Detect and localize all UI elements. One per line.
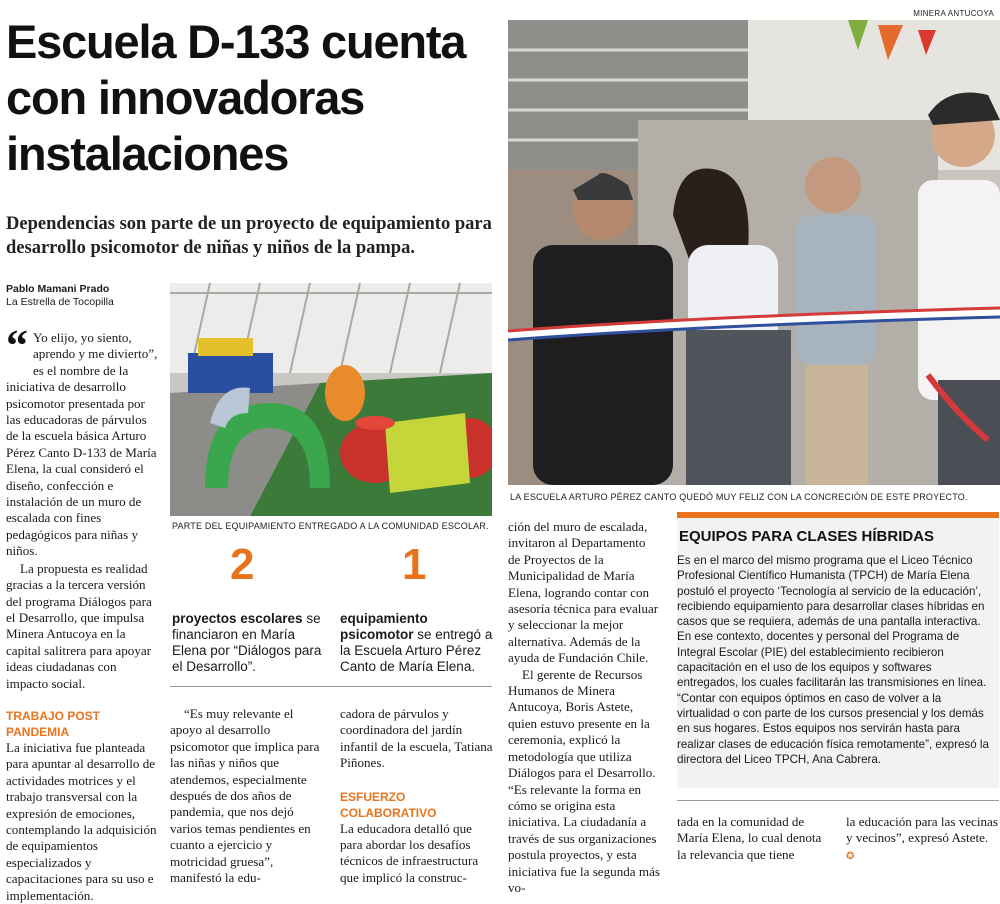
sidebar-box — [677, 512, 999, 788]
ribbon-photo-caption: LA ESCUELA ARTURO PÉREZ CANTO QUEDÓ MUY FELIZ CON LA CONCRECIÓN DE ESTE PROYECTO. — [510, 492, 968, 502]
column-5 — [677, 814, 831, 863]
column-3 — [340, 706, 494, 886]
quote-mark: “ — [6, 321, 28, 370]
paragraph: La educadora detalló que para abordar los desafíos técnicos de infraestructura que implicó la construc- — [340, 820, 479, 885]
ribbon-cutting-image — [508, 20, 1000, 485]
equipment-photo-caption: PARTE DEL EQUIPAMIENTO ENTREGADO A LA COMUNIDAD ESCOLAR. — [172, 521, 489, 531]
paragraph: Es en el marco del mismo programa que el Liceo Técnico Profesional Científico Humanista (TPCH) de María Elena postuló el proyecto ‘Tecnología al servicio de la educación’, recibiendo equipamiento para desarrollar clases híbridas en casos que se requiera, además de una pantalla interactiva. En ese contexto, docentes y personal del Programa de Integral Escolar (PIE) del establecimiento recibieron capacitación en el uso de los equipos y softwares entregados, los cuales facilitarán las transmisiones en línea. — [677, 554, 987, 690]
stat-text: equipamiento psicomotor se entregó a la Escuela Arturo Pérez Canto de María Elena. — [340, 611, 493, 674]
paragraph: La iniciativa fue planteada para apuntar al desarrollo de actividades motrices y el trabajo transversal con la expresión de emociones, contemplando la adquisición de equipamientos especializados y capacitaciones para su uso e implementación. — [6, 739, 157, 903]
photo-credit: MINERA ANTUCOYA — [913, 9, 994, 18]
sidebar-accent-bar — [677, 512, 999, 518]
column-1 — [6, 321, 158, 904]
column-6 — [846, 814, 998, 865]
ribbon-cutting-photo — [508, 20, 1000, 485]
paragraph: tada en la comunidad de María Elena, lo cual denota la relevancia que tiene — [677, 814, 822, 862]
intro-text: Yo elijo, yo siento, aprendo y me divierto”, es el nombre de la iniciativa de desarrollo psicomotor presentada por las educadoras de párvulos de la escuela básica Arturo Pérez Canto D-133 de María Elena, la cual consideró el diseño, confección e instalación de un muro de escalada con fines pedagógicos para niñas y niños. — [6, 330, 158, 559]
divider — [677, 800, 999, 801]
paragraph: cadora de párvulos y coordinadora del jardín infantil de la escuela, Tatiana Piñones. — [340, 706, 493, 771]
stat-number: 1 — [402, 540, 427, 589]
divider — [170, 686, 492, 687]
column-4 — [508, 519, 660, 896]
paragraph: ción del muro de escalada, invitaron al Departamento de Proyectos de la Municipalidad de María Elena, logrando contar con asesoría técnica para evaluar y seleccionar la mejor alternativa. Además de la ayuda de Fundación Chile. — [508, 519, 659, 666]
paragraph: “Es muy relevante el apoyo al desarrollo psicomotor que implica para las niñas y niños que atendemos, especialmente después de dos años de pandemia, que nos dejó varios temas pendientes en cuanto a ejercicio y motricidad gruesa”, manifestó la edu- — [170, 706, 320, 886]
equipment-photo-image — [170, 283, 492, 516]
paragraph: El gerente de Recursos Humanos de Minera Antucoya, Boris Astete, quien estuvo presente en la ceremonia, explicó la metodología que utiliza Diálogos para el Desarrollo. “Es relevante la forma en cómo se origina esta iniciativa. La ciudadanía a través de sus organizaciones postula proyectos, y esta iniciativa fue la segunda más vo- — [508, 666, 660, 895]
paragraph: “Contar con equipos óptimos en caso de volver a la virtualidad o con parte de los cursos presencial y los demás en sus hogares. Estos equipos nos servirán hasta para realizar clases de educación física remotamente”, expresó la directora del Liceo TPCH, Ana Cabrera. — [677, 691, 989, 766]
section-heading: TRABAJO POST PANDEMIA — [6, 708, 101, 739]
subheadline: Dependencias son parte de un proyecto de equipamiento para desarrollo psicomotor de niñas y niños de la pampa. — [6, 214, 492, 258]
headline: Escuela D-133 cuenta con innovadoras instalaciones — [6, 15, 466, 180]
byline-outlet: La Estrella de Tocopilla — [6, 296, 114, 308]
paragraph: La propuesta es realidad gracias a la tercera versión del programa Diálogos para el Desarrollo, que impulsa Minera Antucoya en la capital salitrera para apoyar ideas ciudadanas con impacto social. — [6, 560, 152, 691]
intro-paragraph — [6, 321, 158, 560]
end-mark-icon: ✪ — [846, 850, 855, 862]
column-2 — [170, 706, 324, 886]
stat-text: proyectos escolares se financiaron en María Elena por “Diálogos para el Desarrollo”. — [172, 611, 322, 674]
byline — [6, 283, 114, 309]
equipment-photo — [170, 283, 492, 516]
byline-author: Pablo Mamani Prado — [6, 283, 110, 295]
section-heading: ESFUERZO COLABORATIVO — [340, 789, 437, 820]
stat-number: 2 — [230, 540, 255, 589]
paragraph: la educación para las vecinas y vecinos”, expresó Astete. ✪ — [846, 814, 998, 862]
sidebar-text — [677, 553, 999, 767]
sidebar-title: EQUIPOS PARA CLASES HÍBRIDAS — [679, 528, 935, 545]
